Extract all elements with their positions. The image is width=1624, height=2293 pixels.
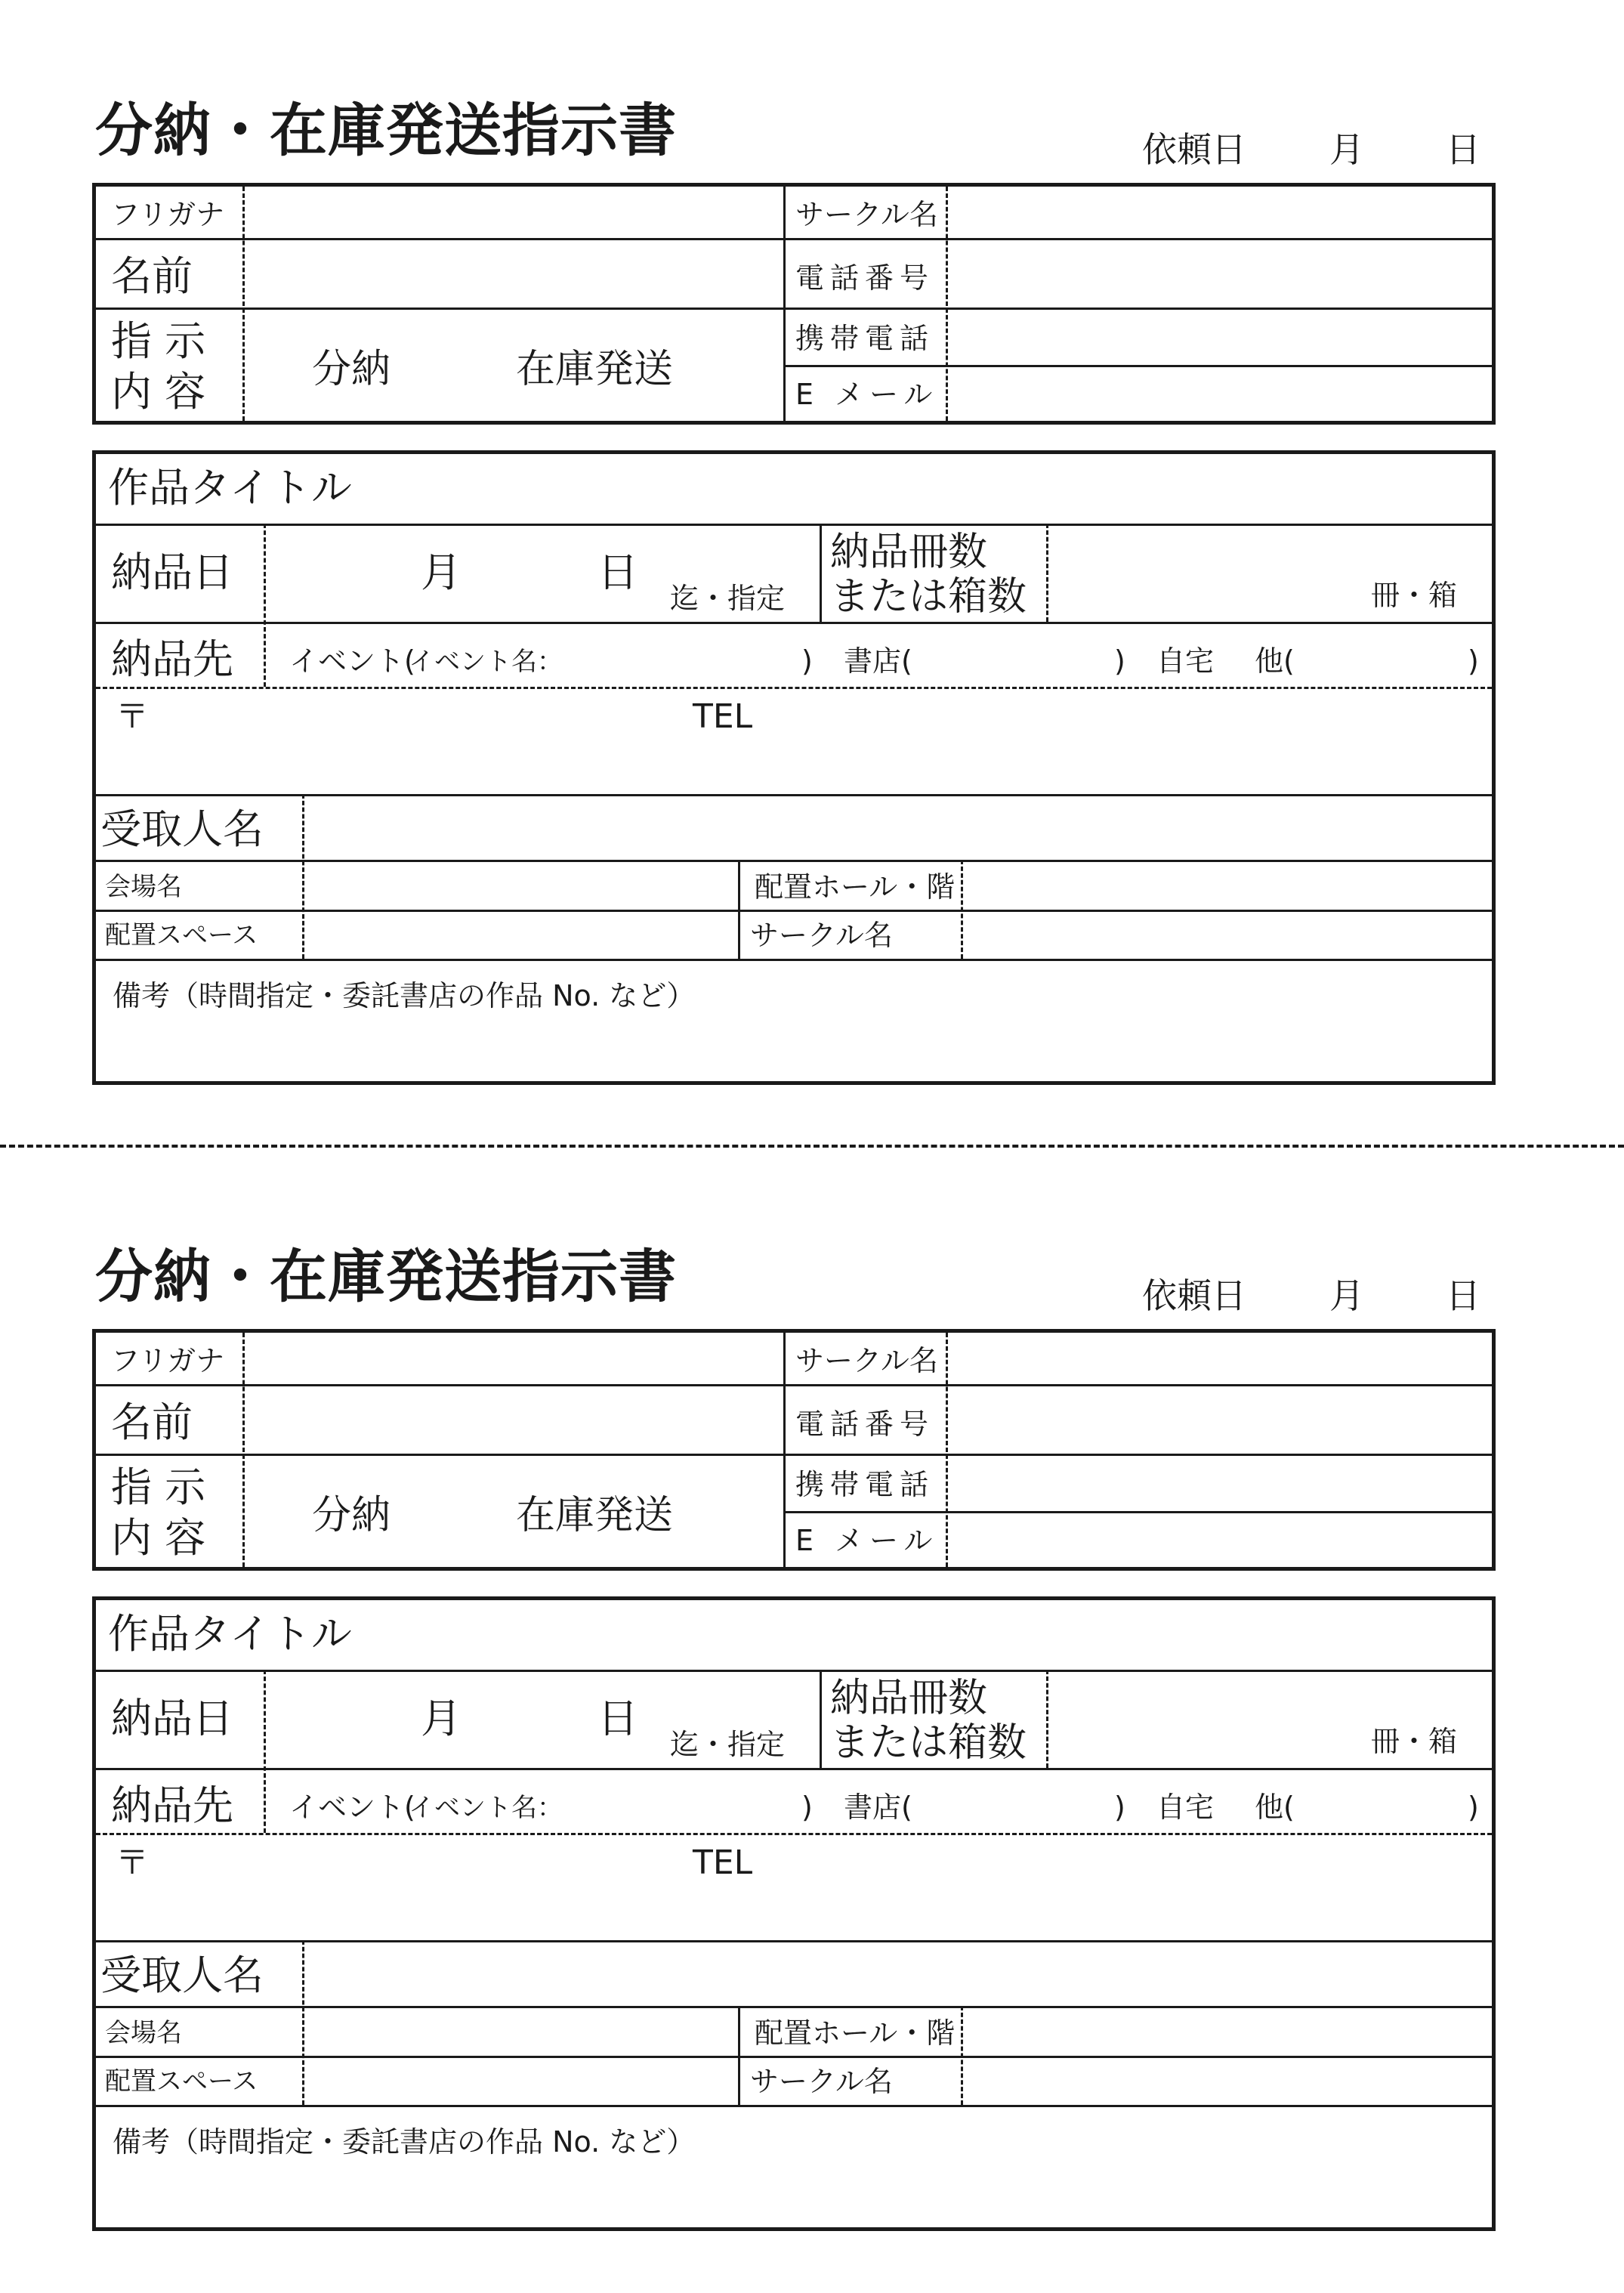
by-specified-label: 迄・指定	[670, 582, 786, 615]
postal-mark: 〒	[116, 1843, 149, 1882]
event-close-paren: )	[801, 644, 813, 678]
destination-event-option[interactable]: イベント(	[289, 1791, 415, 1824]
form-title: 分納・在庫発送指示書	[95, 1243, 677, 1310]
order-box	[92, 1596, 1496, 2231]
other-close-paren: )	[1468, 1791, 1479, 1824]
work-title-label: 作品タイトル	[108, 1610, 352, 1658]
delivery-date-label: 納品日	[111, 549, 233, 596]
instruction-label-line2: 内 容	[111, 368, 206, 416]
hall-floor-label: 配置ホール・階	[755, 870, 956, 904]
name-label: 名前	[111, 252, 193, 300]
bookstore-close-paren: )	[1114, 644, 1125, 678]
tel-label: TEL	[693, 1843, 753, 1882]
event-name-label: イベント名：	[409, 647, 563, 677]
destination-home-option[interactable]: 自宅	[1156, 644, 1215, 678]
mobile-label: 携帯電話	[795, 322, 935, 355]
request-month-label: 月	[1329, 1275, 1364, 1316]
phone-label: 電話番号	[795, 261, 935, 295]
mobile-label: 携帯電話	[795, 1468, 935, 1501]
delivery-month-label: 月	[421, 1695, 462, 1742]
quantity-unit-label: 冊・箱	[1371, 1725, 1458, 1758]
request-date-label: 依頼日	[1142, 1275, 1246, 1316]
instruction-label-line1: 指 示	[111, 1463, 206, 1511]
destination-label: 納品先	[111, 635, 233, 683]
space-label: 配置スペース	[105, 920, 258, 950]
quantity-unit-label: 冊・箱	[1371, 579, 1458, 612]
order-box	[92, 450, 1496, 1085]
remarks-label: 備考（時間指定・委託書店の作品 No. など）	[113, 979, 696, 1012]
instruction-label-line1: 指 示	[111, 317, 206, 365]
venue-label: 会場名	[105, 872, 182, 902]
quantity-label-line2: または箱数	[830, 574, 1027, 620]
destination-bookstore-option[interactable]: 書店(	[844, 1791, 912, 1824]
applicant-box	[92, 183, 1496, 425]
furigana-label: フリガナ	[111, 198, 225, 231]
request-day-label: 日	[1446, 1275, 1480, 1316]
destination-other-option[interactable]: 他(	[1255, 1791, 1295, 1824]
venue-label: 会場名	[105, 2018, 182, 2048]
other-close-paren: )	[1468, 644, 1479, 678]
postal-mark: 〒	[116, 697, 149, 736]
recipient-label: 受取人名	[100, 805, 264, 853]
destination-bookstore-option[interactable]: 書店(	[844, 644, 912, 678]
applicant-left-dash	[242, 187, 245, 421]
instruction-form-2	[0, 1146, 1624, 2279]
instruction-label-line2: 内 容	[111, 1514, 206, 1562]
instruction-form-1	[0, 0, 1624, 1133]
applicant-center-divider	[783, 187, 786, 421]
delivery-date-label: 納品日	[111, 1695, 233, 1742]
by-specified-label: 迄・指定	[670, 1728, 786, 1761]
quantity-label-line2: または箱数	[830, 1720, 1027, 1766]
quantity-label-line1: 納品冊数	[830, 530, 988, 575]
name-label: 名前	[111, 1398, 193, 1446]
delivery-day-label: 日	[597, 1695, 638, 1742]
option-partial-delivery[interactable]: 分納	[312, 1493, 391, 1538]
recipient-label: 受取人名	[100, 1952, 264, 1999]
circle-name-label-2: サークル名	[750, 919, 893, 952]
quantity-label-line1: 納品冊数	[830, 1676, 988, 1721]
destination-event-option[interactable]: イベント(	[289, 644, 415, 678]
event-close-paren: )	[801, 1791, 813, 1824]
bookstore-close-paren: )	[1114, 1791, 1125, 1824]
email-label: E メール	[795, 1524, 939, 1557]
applicant-right-dash	[946, 187, 948, 421]
remarks-label: 備考（時間指定・委託書店の作品 No. など）	[113, 2125, 696, 2159]
request-date-label: 依頼日	[1142, 129, 1246, 170]
form-title: 分納・在庫発送指示書	[95, 97, 677, 164]
work-title-label: 作品タイトル	[108, 464, 352, 511]
option-stock-shipping[interactable]: 在庫発送	[516, 1493, 674, 1538]
request-month-label: 月	[1329, 129, 1364, 170]
delivery-month-label: 月	[421, 549, 462, 596]
applicant-box	[92, 1329, 1496, 1571]
hall-floor-label: 配置ホール・階	[755, 2016, 956, 2050]
option-partial-delivery[interactable]: 分納	[312, 347, 391, 392]
destination-label: 納品先	[111, 1782, 233, 1829]
request-day-label: 日	[1446, 129, 1480, 170]
destination-home-option[interactable]: 自宅	[1156, 1791, 1215, 1824]
circle-name-label: サークル名	[795, 1344, 938, 1377]
destination-other-option[interactable]: 他(	[1255, 644, 1295, 678]
tel-label: TEL	[693, 697, 753, 736]
phone-label: 電話番号	[795, 1408, 935, 1441]
event-name-label: イベント名：	[409, 1793, 563, 1823]
circle-name-label-2: サークル名	[750, 2065, 893, 2098]
furigana-label: フリガナ	[111, 1344, 225, 1377]
space-label: 配置スペース	[105, 2066, 258, 2097]
option-stock-shipping[interactable]: 在庫発送	[516, 347, 674, 392]
email-label: E メール	[795, 378, 939, 411]
circle-name-label: サークル名	[795, 198, 938, 231]
delivery-day-label: 日	[597, 549, 638, 596]
